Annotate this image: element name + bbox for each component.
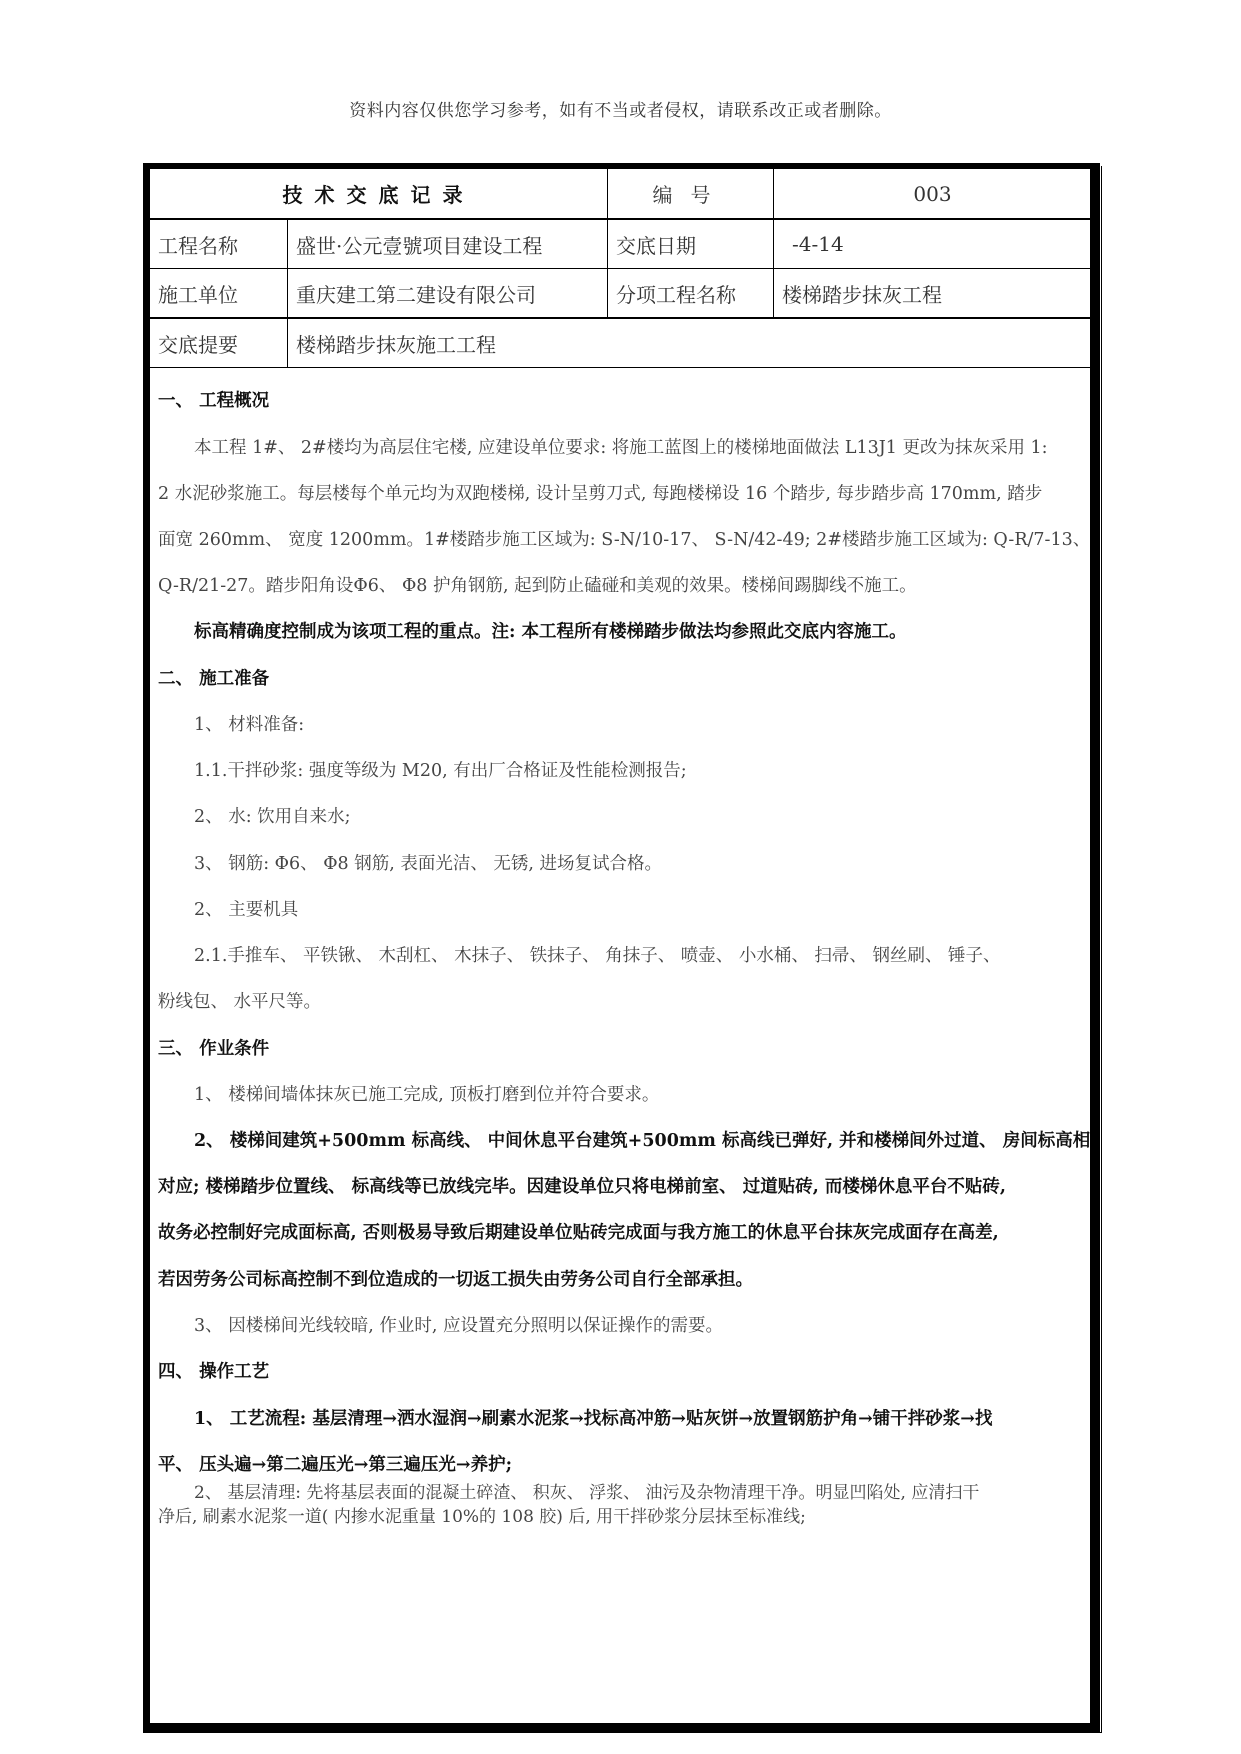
project-name-value: 盛世·公元壹號项目建设工程 [288, 219, 608, 269]
section-1-paragraph-line-1: 本工程 1#、 2#楼均为高层住宅楼, 应建设单位要求: 将施工蓝图上的楼梯地面做法 L13J1 更改为抹灰采用 1: [194, 438, 1048, 458]
section-3-heading: 三、 作业条件 [158, 1039, 270, 1059]
technical-disclosure-record [149, 168, 1091, 1724]
section-1-paragraph-line-2: 2 水泥砂浆施工。每层楼每个单元均为双跑楼梯, 设计呈剪刀式, 每跑楼梯设 16 个踏步, 每步踏步高 170mm, 踏步 [158, 484, 1043, 504]
disclosure-date-label: 交底日期 [608, 219, 774, 269]
condition-1: 1、 楼梯间墙体抹灰已施工完成, 顶板打磨到位并符合要求。 [194, 1085, 660, 1105]
tools-list-line-2: 粉线包、 水平尺等。 [158, 992, 322, 1012]
condition-3: 3、 因楼梯间光线较暗, 作业时, 应设置充分照明以保证操作的需要。 [194, 1316, 723, 1336]
material-mortar: 1.1.干拌砂浆: 强度等级为 M20, 有出厂合格证及性能检测报告; [194, 761, 687, 781]
condition-2-line-4: 若因劳务公司标高控制不到位造成的一切返工损失由劳务公司自行全部承担。 [158, 1270, 753, 1290]
base-cleaning-line-1: 2、 基层清理: 先将基层表面的混凝土碎渣、 积灰、 浮浆、 油污及杂物清理干净。明显凹陷处, 应清扫干 [194, 1483, 980, 1503]
condition-2-line-3: 故务必控制好完成面标高, 否则极易导致后期建设单位贴砖完成面与我方施工的休息平台抹灰完成面存在高差, [158, 1223, 999, 1243]
tools-heading: 2、 主要机具 [194, 900, 299, 920]
process-flow-line-1: 1、 工艺流程: 基层清理→洒水湿润→刷素水泥浆→找标高冲筋→贴灰饼→放置钢筋护角→铺干拌砂浆→找 [194, 1409, 993, 1429]
number-label: 编号 [608, 169, 774, 220]
condition-2-line-1: 2、 楼梯间建筑+500mm 标高线、 中间休息平台建筑+500mm 标高线已弹好, 并和楼梯间外过道、 房间标高相 [194, 1131, 1091, 1151]
construction-unit-value: 重庆建工第二建设有限公司 [288, 269, 608, 319]
base-cleaning-line-2: 净后, 刷素水泥浆一道( 内掺水泥重量 10%的 108 胶) 后, 用干拌砂浆分层抹至标准线; [158, 1507, 806, 1527]
project-row [150, 219, 1092, 269]
section-2-heading: 二、 施工准备 [158, 669, 270, 689]
unit-row [150, 269, 1092, 319]
condition-2-line-2: 对应; 楼梯踏步位置线、 标高线等已放线完毕。因建设单位只将电梯前室、 过道贴砖, 而楼梯休息平台不贴砖, [158, 1177, 1007, 1197]
number-value: 003 [774, 169, 1092, 220]
summary-row [150, 318, 1092, 368]
section-4-heading: 四、 操作工艺 [158, 1362, 270, 1382]
disclosure-date-value: -4-14 [774, 219, 1092, 269]
tools-list-line-1: 2.1.手推车、 平铁锹、 木刮杠、 木抹子、 铁抹子、 角抹子、 喷壶、 小水桶、 扫帚、 钢丝刷、 锤子、 [194, 946, 1001, 966]
summary-label: 交底提要 [150, 318, 288, 368]
section-1-paragraph-line-3: 面宽 260mm、 宽度 1200mm。1#楼踏步施工区域为: S-N/10-17、 S-N/42-49; 2#楼踏步施工区域为: Q-R/7-13、 [158, 530, 1091, 550]
record-title: 技术交底记录 [150, 169, 608, 220]
section-1-heading: 一、 工程概况 [158, 391, 270, 411]
disclosure-body [150, 367, 1091, 1717]
material-rebar: 3、 钢筋: Φ6、 Φ8 钢筋, 表面光洁、 无锈, 进场复试合格。 [194, 854, 663, 874]
project-name-label: 工程名称 [150, 219, 288, 269]
material-water: 2、 水: 饮用自来水; [194, 807, 351, 827]
materials-heading: 1、 材料准备: [194, 715, 305, 735]
section-1-paragraph-line-4: Q-R/21-27。踏步阳角设Φ6、 Φ8 护角钢筋, 起到防止磕碰和美观的效果。楼梯间踢脚线不施工。 [158, 576, 917, 596]
sub-project-label: 分项工程名称 [608, 269, 774, 319]
process-flow-line-2: 平、 压头遍→第二遍压光→第三遍压光→养护; [158, 1455, 513, 1475]
section-1-note: 标高精确度控制成为该项工程的重点。注: 本工程所有楼梯踏步做法均参照此交底内容施工。 [194, 622, 907, 642]
disclaimer-text: 资料内容仅供您学习参考，如有不当或者侵权，请联系改正或者删除。 [349, 101, 892, 121]
construction-unit-label: 施工单位 [150, 269, 288, 319]
summary-value: 楼梯踏步抹灰施工工程 [288, 318, 1092, 368]
sub-project-value: 楼梯踏步抹灰工程 [774, 269, 1092, 319]
title-row [150, 169, 1092, 220]
header-table [149, 168, 1091, 368]
